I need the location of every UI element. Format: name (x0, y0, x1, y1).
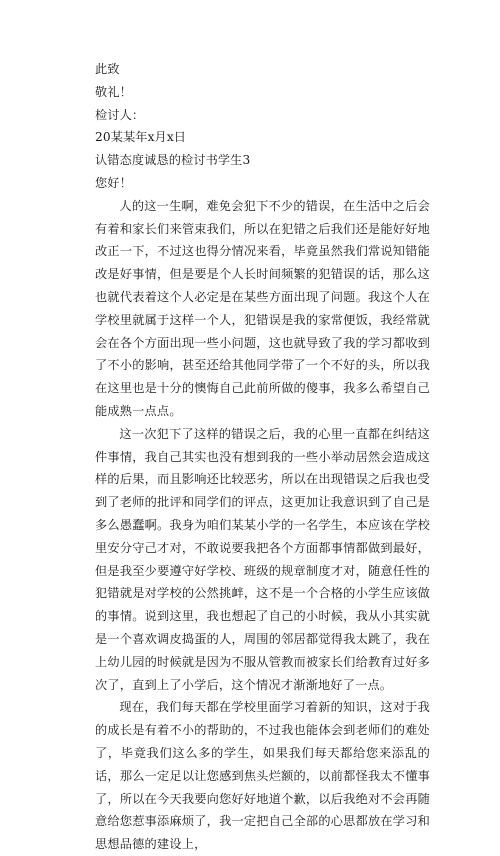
signature-date: 20某某年x月x日 (95, 130, 187, 145)
greeting: 您好！ (95, 175, 132, 190)
section-title: 认错态度诚恳的检讨书学生3 (95, 153, 251, 168)
paragraph-3: 现在，我们每天都在学校里面学习着新的知识，这对于我的成长是有着不小的帮助的，不过我也能体会到老师们的难处了，毕竟我们这么多的学生，如果我们每天都给您来添乱的话，那么一定足以让您感到焦头烂额的，以前都怪我太不懂事了，所以在今天我要向您好好地道个歉，以后我绝对不会再随意给您惹事添麻烦了，我一定把自己全部的心思都放在学习和思想品德的建设上， (95, 700, 430, 852)
document-body (95, 58, 430, 856)
closing-ci-zhi: 此致 (95, 62, 120, 76)
paragraph-1: 人的这一生啊，难免会犯下不少的错误，在生活中之后会有着和家长们来管束我们，所以在犯错之后我们还是能好好地改正一下，不过这也得分情况来看，毕竟虽然我们常说知错能改是好事情，但是要是个人长时间频繁的犯错误的话，那么这也就代表着这个人必定是在某些方面出现了问题。我这个人在学校里就属于这样一个人，犯错误是我的家常便饭，我经常就会在各个方面出现一些小问题，这也就导致了我的学习都收到了不小的影响，甚至还给其他同学带了一个不好的头，所以我在这里也是十分的懊悔自己此前所做的傻事，我多么希望自己能成熟一点点。 (95, 198, 430, 418)
closing-jing-li: 敬礼！ (95, 84, 132, 99)
reviewer-label: 检讨人： (95, 107, 145, 122)
paragraph-2: 这一次犯下了这样的错误之后，我的心里一直都在纠结这件事情，我自己其实也没有想到我的一些小举动居然会造成这样的后果，而且影响还比较恶劣，所以在出现错误之后我也受到了老师的批评和同学们的评点，这更加让我意识到了自己是多么愚蠢啊。我身为咱们某某小学的一名学生，本应该在学校里安分守己才对，不敢说要我把各个方面都事情都做到最好，但是我至少要遵守好学校、班级的规章制度才对，随意任性的犯错就是对学校的公然挑衅，这不是一个合格的小学生应该做的事情。说到这里，我也想起了自己的小时候，我从小其实就是一个喜欢调皮捣蛋的人，周围的邻居都觉得我太跳了，我在上幼儿园的时候就是因为不服从管教而被家长们给教育过好多次了，直到上了小学后，这个情况才渐渐地好了一点。 (95, 426, 430, 692)
